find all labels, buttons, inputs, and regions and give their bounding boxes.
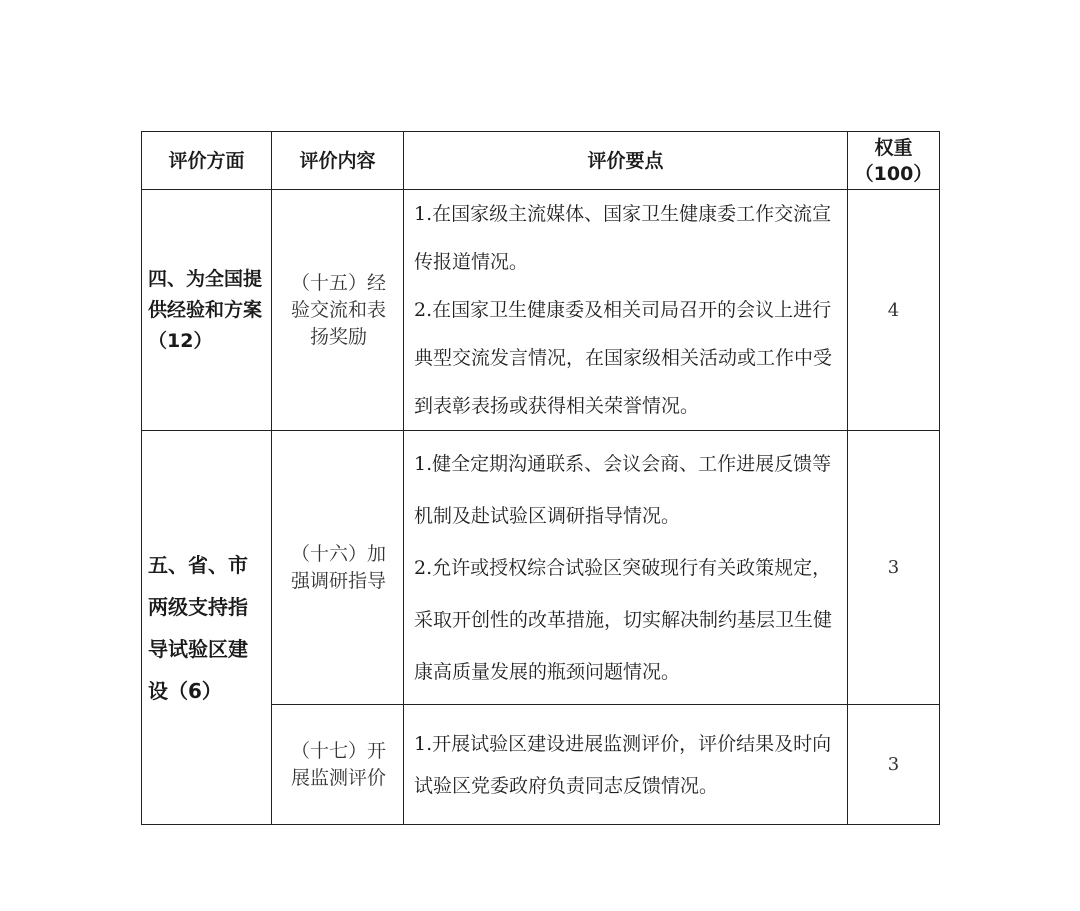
point-item: 1.开展试验区建设进展监测评价，评价结果及时向试验区党委政府负责同志反馈情况。 — [414, 732, 832, 797]
point-item: 1.健全定期沟通联系、会议会商、工作进展反馈等机制及赴试验区调研指导情况。 — [414, 452, 832, 527]
point-item: 2.允许或授权综合试验区突破现行有关政策规定，采取开创性的改革措施，切实解决制约基层卫生健康高质量发展的瓶颈问题情况。 — [414, 556, 833, 683]
header-content: 评价内容 — [272, 132, 404, 190]
evaluation-table — [141, 131, 940, 825]
content-cell: （十六）加强调研指导 — [272, 431, 404, 705]
aspect-cell: 五、省、市两级支持指导试验区建设（6） — [142, 431, 272, 825]
point-item: 2.在国家卫生健康委及相关司局召开的会议上进行典型交流发言情况，在国家级相关活动或工作中受到表彰表扬或获得相关荣誉情况。 — [414, 299, 833, 417]
header-weight-total: （100） — [854, 162, 933, 185]
header-aspect: 评价方面 — [142, 132, 272, 190]
content-cell: （十七）开展监测评价 — [272, 705, 404, 825]
header-weight-label: 权重 — [874, 136, 913, 159]
weight-cell: 3 — [848, 431, 940, 705]
content-cell: （十五）经验交流和表扬奖励 — [272, 190, 404, 431]
weight-cell: 4 — [848, 190, 940, 431]
table-header-row — [142, 132, 940, 190]
points-cell — [404, 190, 848, 431]
aspect-cell: 四、为全国提供经验和方案（12） — [142, 190, 272, 431]
point-item: 1.在国家级主流媒体、国家卫生健康委工作交流宣传报道情况。 — [414, 203, 832, 273]
header-points: 评价要点 — [404, 132, 848, 190]
points-cell — [404, 431, 848, 705]
header-weight — [848, 132, 940, 190]
table-row — [142, 190, 940, 431]
points-cell — [404, 705, 848, 825]
table-row — [142, 431, 940, 705]
weight-cell: 3 — [848, 705, 940, 825]
